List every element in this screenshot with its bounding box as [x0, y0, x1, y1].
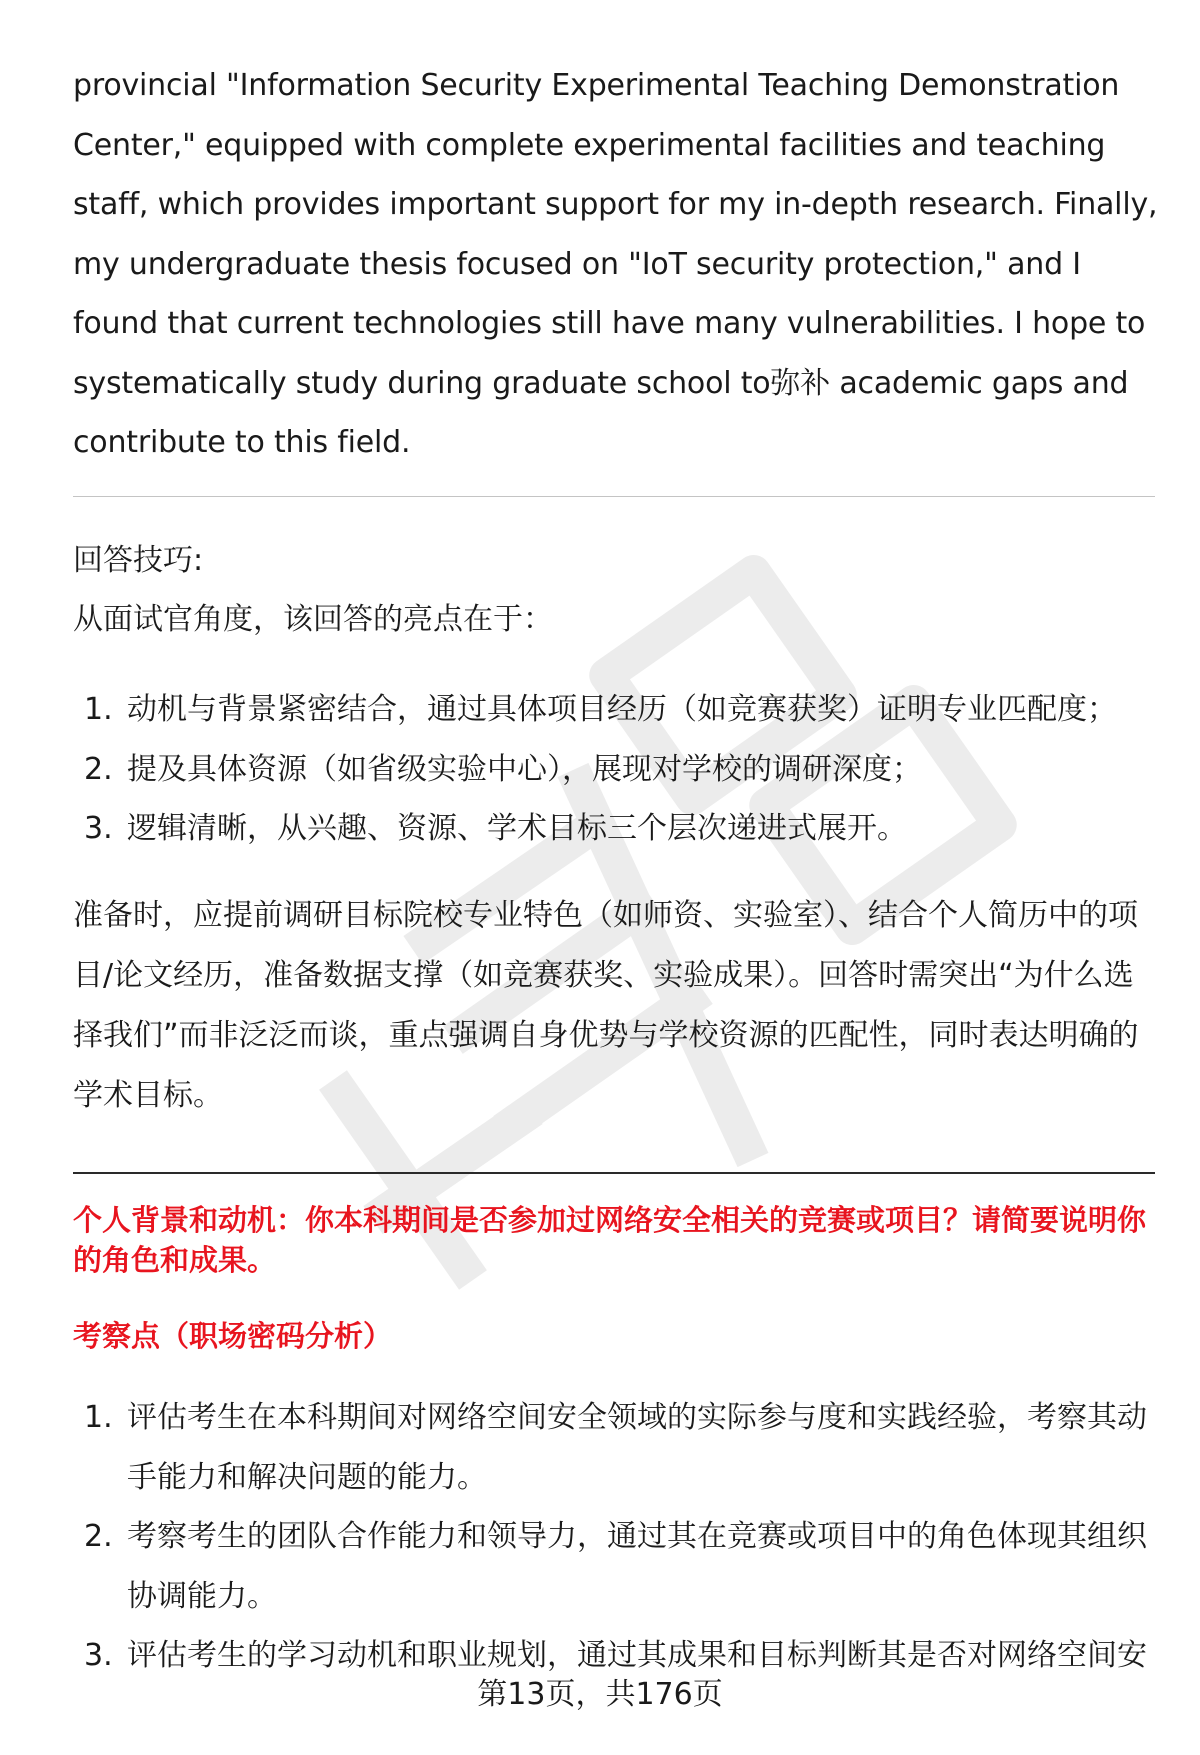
preparation-advice: 准备时，应提前调研目标院校专业特色（如师资、实验室）、结合个人简历中的项目/论文经历，准备数据支撑（如竞赛获奖、实验成果）。回答时需突出“为什么选择我们”而非泛泛而谈，重点强调自身优势与学校资源的匹配性，同时表达明确的学术目标。 — [73, 898, 1139, 1113]
list-item-text: 提及具体资源（如省级实验中心），展现对学校的调研深度； — [127, 751, 922, 787]
list-item-number: 2. — [84, 751, 113, 787]
document-page — [73, 0, 1163, 1755]
question-title: 个人背景和动机：你本科期间是否参加过网络安全相关的竞赛或项目？请简要说明你的角色和成果。 — [73, 1203, 1147, 1277]
intro-paragraph: provincial "Information Security Experimental Teaching Demonstration Center," equipped with complete experimental facilities and teaching staff, which provides important support for my in-depth research. Finally, my undergraduate thesis focused on "IoT security protection," and I found that current technologies still have many vulnerabilities. I hope to systematically study during graduate school to弥补 academic gaps and contribute to this field. — [73, 68, 1158, 460]
list-item — [73, 1388, 1163, 1507]
list-item-number: 3. — [84, 1638, 113, 1673]
list-item — [73, 680, 1163, 740]
list-item-number: 1. — [84, 1400, 113, 1435]
tips-list — [73, 680, 1163, 859]
assessment-subheading: 考察点（职场密码分析） — [73, 1319, 393, 1353]
tips-intro: 从面试官角度，该回答的亮点在于： — [73, 602, 553, 637]
list-item-text: 评估考生的学习动机和职业规划，通过其成果和目标判断其是否对网络空间安 — [127, 1638, 1147, 1673]
list-item-number: 3. — [84, 811, 113, 846]
list-item-number: 1. — [84, 692, 113, 727]
list-item-text: 评估考生在本科期间对网络空间安全领域的实际参与度和实践经验，考察其动手能力和解决问题的能力。 — [127, 1400, 1147, 1495]
assessment-points-list — [73, 1388, 1163, 1686]
list-item-text: 逻辑清晰，从兴趣、资源、学术目标三个层次递进式展开。 — [127, 811, 907, 846]
section-divider-light — [73, 496, 1155, 497]
tips-label: 回答技巧: — [73, 543, 204, 578]
list-item — [73, 1626, 1163, 1686]
list-item — [73, 740, 1163, 800]
list-item — [73, 1507, 1163, 1626]
section-divider-dark — [73, 1172, 1155, 1174]
list-item — [73, 799, 1163, 859]
page-number-footer: 第13页，共176页 — [477, 1677, 723, 1712]
list-item-text: 动机与背景紧密结合，通过具体项目经历（如竞赛获奖）证明专业匹配度； — [127, 692, 1117, 727]
list-item-number: 2. — [84, 1519, 113, 1554]
list-item-text: 考察考生的团队合作能力和领导力，通过其在竞赛或项目中的角色体现其组织协调能力。 — [127, 1519, 1147, 1614]
